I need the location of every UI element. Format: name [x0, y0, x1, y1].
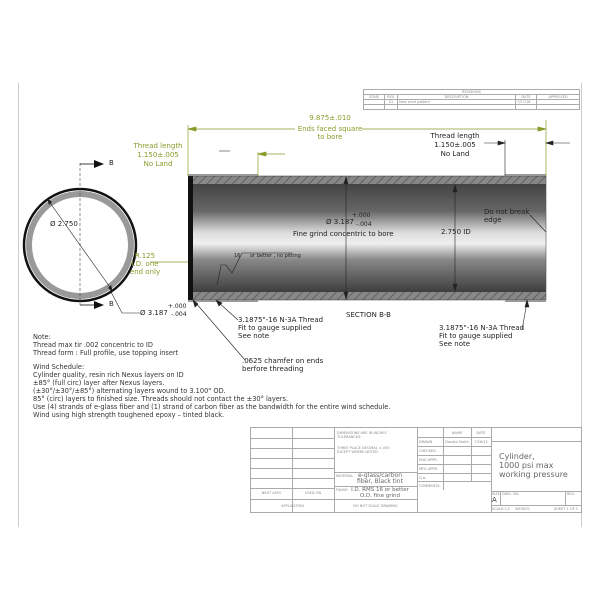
right-thread-callout-2: Fit to gauge supplied: [439, 332, 513, 340]
role-comments: COMMENTS:: [419, 484, 441, 488]
dims-note-4: EXCEPT WHERE NOTED: [337, 450, 378, 454]
role-mfg-appr: MFG APPR.: [419, 467, 438, 471]
role-qa: Q.A.: [419, 476, 427, 480]
left-thread-callout-2: Fit to gauge supplied: [238, 324, 312, 332]
radius-note-1: R.125: [134, 252, 156, 260]
size-label: SIZE: [492, 492, 500, 496]
edge-note-2: edge: [484, 216, 502, 224]
notes-line-1: Thread max tir .002 concentric to ID: [33, 341, 153, 349]
right-thread-callout-3: See note: [439, 340, 471, 348]
right-thread-length-note: No Land: [440, 150, 470, 158]
sheet-label: SHEET 1 OF 1: [554, 507, 578, 511]
left-thread-length-label: Thread length: [133, 142, 183, 150]
od-grind-note: Fine grind concentric to bore: [293, 230, 394, 238]
wind-schedule-line-4: 85° (circ) layers to finished size. Threads should not contact the ±30° layers.: [33, 395, 289, 403]
wind-schedule-line-3: (±30°/±30°/±85°) alternating layers wound to 3.100" OD.: [33, 387, 226, 395]
role-drawn: DRAWN: [419, 440, 433, 444]
overall-length-value: 9.875±.010: [309, 114, 351, 122]
left-thread-callout-1: 3.1875"-16 N-3A Thread: [238, 316, 324, 324]
od-tol-minus: -.004: [356, 221, 372, 228]
notes-title: Note:: [33, 333, 51, 341]
dwg-no-label: DWG. NO.: [502, 492, 520, 496]
finish-value-1: I.D. RMS 16 or better: [351, 487, 409, 493]
dims-note-2: TOLERANCES:: [337, 435, 362, 439]
size-value: A: [492, 496, 497, 504]
left-thread-length-value: 1.150±.005: [137, 151, 179, 159]
material-value-1: e-glass/carbon: [357, 472, 402, 479]
right-thread-length-value: 1.150±.005: [434, 141, 476, 149]
chamfer-callout-2: berfore threading: [242, 365, 304, 373]
surface-finish-value: 16: [234, 253, 241, 259]
end-view-od-tol-plus: +.000: [168, 303, 187, 310]
od-dimension: Ø 3.187: [326, 218, 354, 226]
finish-value-2: O.D. fine grind: [360, 493, 400, 499]
right-thread-dimension: [484, 140, 570, 176]
drawing-title-3: working pressure: [499, 470, 568, 479]
end-view: [24, 160, 140, 313]
section-marker-top: B: [109, 159, 114, 167]
chamfer-callout-1: .0625 chamfer on ends: [242, 357, 324, 365]
overall-length-note-2: to bore: [317, 133, 343, 141]
radius-note-3: end only: [129, 268, 161, 276]
radius-note-2: I.D. one: [131, 260, 159, 268]
rev-header-date: DATE: [516, 95, 537, 100]
drawing-title-2: 1000 psi max: [499, 461, 554, 470]
rev-label: REV.: [567, 492, 575, 496]
od-tol-plus: +.000: [352, 212, 371, 219]
wind-schedule-title: Wind Schedule:: [33, 363, 85, 371]
do-not-scale-label: DO NOT SCALE DRAWING: [353, 504, 398, 508]
right-thread-callout-1: 3.1875"-16 N-3A Thread: [439, 324, 525, 332]
scale-label: SCALE:1:2: [492, 507, 511, 511]
material-label: MATERIAL: [336, 474, 354, 478]
rev-header-approved: APPROVED: [537, 95, 580, 100]
left-thread-callout-3: See note: [238, 332, 270, 340]
notes-line-2: Thread form : Full profile, use topping insert: [33, 349, 179, 357]
wind-schedule-line-5: Use (4) strands of e-glass fiber and (1) strand of carbon fiber as the bandwidth for the entire wind schedule.: [33, 403, 391, 411]
edge-note-1: Do not break: [484, 208, 530, 216]
drawing-title-1: Cylinder,: [499, 452, 535, 461]
rev-header-rev: REV.: [385, 95, 398, 100]
section-marker-bottom: B: [109, 300, 114, 308]
left-thread-length-note: No Land: [143, 160, 173, 168]
wind-schedule-line-6: Wind using high strength toughened epoxy – tinted black.: [33, 411, 225, 419]
revision-row: 01 New wind pattern 7/27/16: [364, 100, 580, 105]
drawn-name: Donald Smith: [445, 440, 469, 444]
wind-schedule-line-1: Cylinder quality, resin rich Nexus layers on ID: [33, 371, 184, 379]
application-label: APPLICATION: [281, 504, 304, 508]
finish-label: FINISH: [336, 488, 348, 492]
date-header: DATE: [476, 431, 486, 435]
tube-section: [188, 174, 546, 302]
wind-schedule-line-2: ±85° (full circ) layer after Nexus layers.: [33, 379, 165, 387]
used-on-label: USED ON: [304, 491, 322, 495]
material-value-2: fiber, Black tint: [357, 478, 403, 485]
rev-header-zone: ZONE: [364, 95, 385, 100]
role-checked: CHECKED: [419, 449, 436, 453]
surface-finish-note: or better , no pitting: [250, 253, 301, 259]
rev-header-description: DESCRIPTION: [398, 95, 516, 100]
end-view-od-diameter: Ø 3.187: [140, 309, 168, 317]
next-assy-label: NEXT ASSY: [261, 491, 282, 495]
weight-label: WEIGHT:: [515, 507, 530, 511]
end-view-od-tol-minus: -.004: [171, 311, 187, 318]
dims-note-3: THREE PLACE DECIMAL ±.005: [337, 446, 390, 450]
overall-length-note-1: Ends faced square: [297, 125, 363, 133]
name-header: NAME: [451, 431, 463, 435]
right-thread-length-label: Thread length: [430, 132, 480, 140]
title-block: [250, 427, 582, 513]
role-eng-appr: ENG APPR.: [419, 458, 438, 462]
drawn-date: 7/26/12: [474, 440, 488, 444]
dims-note-1: DIMENSIONS ARE IN INCHES: [337, 431, 387, 435]
section-label: SECTION B-B: [346, 311, 391, 319]
revision-title: REVISIONS: [364, 90, 580, 95]
end-view-id-diameter: Ø 2.750: [50, 220, 78, 228]
id-dimension: 2.750 ID: [441, 228, 471, 236]
